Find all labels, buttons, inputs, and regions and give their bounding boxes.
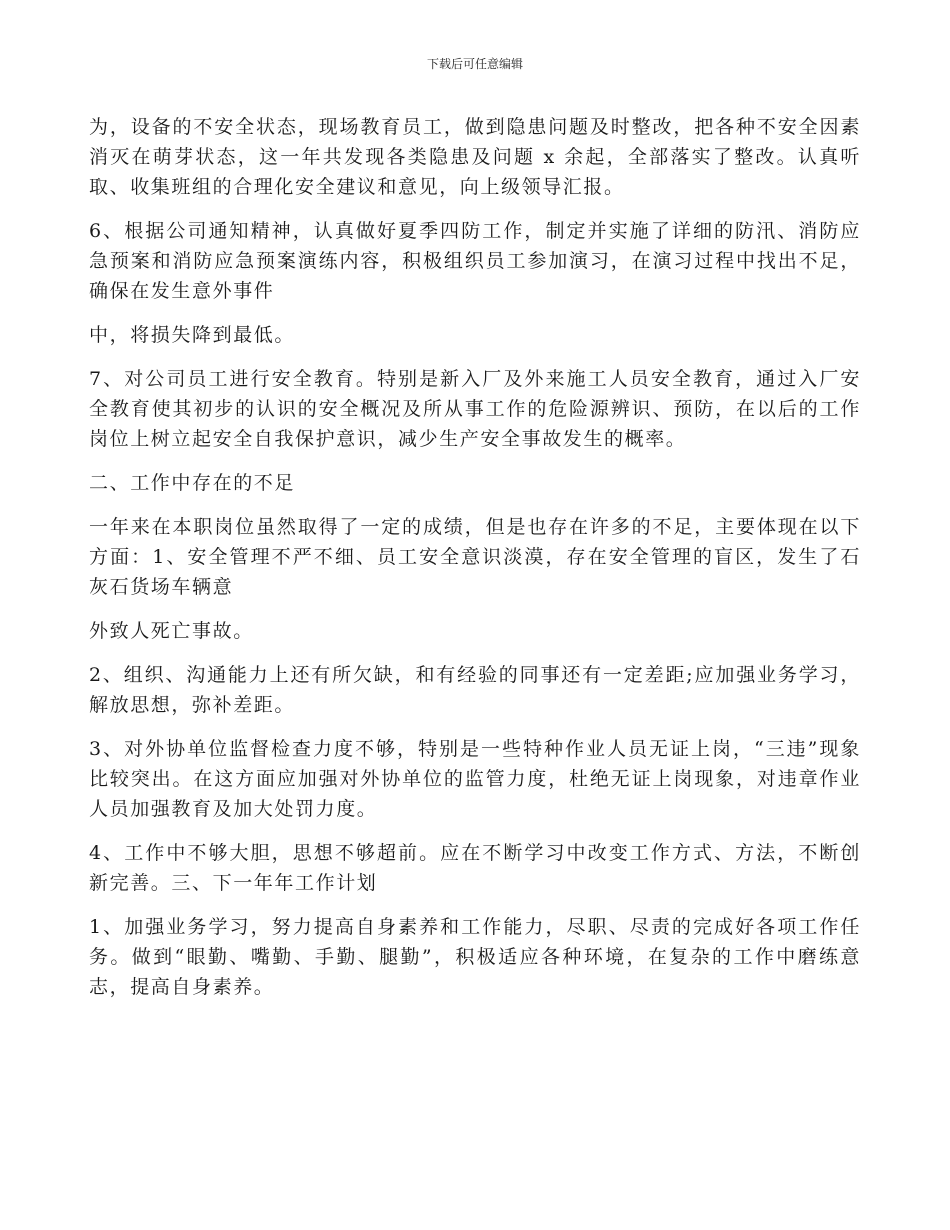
paragraph-shortcomings-intro: 一年来在本职岗位虽然取得了一定的成绩，但是也存在许多的不足，主要体现在以下方面：1、安全管理不严不细、员工安全意识淡漠，存在安全管理的盲区，发生了石灰石货场车辆意 bbox=[89, 516, 861, 598]
paragraph-item-7-safety-education: 7、对公司员工进行安全教育。特别是新入厂及外来施工人员安全教育，通过入厂安全教育使其初步的认识的安全概况及所从事工作的危险源辨识、预防，在以后的工作岗位上树立起安全自我保护意识，减少生产安全事故发生的概率。 bbox=[89, 368, 861, 450]
paragraph-shortcoming-3: 3、对外协单位监督检查力度不够，特别是一些特种作业人员无证上岗，“三违”现象比较突出。在这方面应加强对外协单位的监管力度，杜绝无证上岗现象，对违章作业人员加强教育及加大处罚力度。 bbox=[89, 738, 861, 820]
paragraph-item-6-continuation: 中，将损失降到最低。 bbox=[89, 324, 296, 346]
paragraph-shortcoming-2: 2、组织、沟通能力上还有所欠缺，和有经验的同事还有一定差距;应加强业务学习，解放思想，弥补差距。 bbox=[89, 664, 861, 716]
section-heading-shortcomings: 二、工作中存在的不足 bbox=[89, 472, 296, 494]
paragraph-plan-1: 1、加强业务学习，努力提高自身素养和工作能力，尽职、尽责的完成好各项工作任务。做到“眼勤、嘴勤、手勤、腿勤”，积极适应各种环境，在复杂的工作中磨练意志，提高自身素养。 bbox=[89, 916, 861, 998]
page-header: 下载后可任意编辑 bbox=[426, 57, 523, 71]
paragraph-item-6-summer-prevention: 6、根据公司通知精神，认真做好夏季四防工作，制定并实施了详细的防汛、消防应急预案和消防应急预案演练内容，积极组织员工参加演习，在演习过程中找出不足，确保在发生意外事件 bbox=[89, 220, 861, 302]
paragraph-shortcoming-4: 4、工作中不够大胆，思想不够超前。应在不断学习中改变工作方式、方法，不断创新完善。三、下一年年工作计划 bbox=[89, 842, 861, 894]
paragraph-hazard-rectification: 为，设备的不安全状态，现场教育员工，做到隐患问题及时整改，把各种不安全因素消灭在萌芽状态，这一年共发现各类隐患及问题 x 余起，全部落实了整改。认真听取、收集班组的合理化安全建议和意见，向上级领导汇报。 bbox=[89, 116, 861, 198]
document-body bbox=[89, 112, 861, 1016]
paragraph-shortcomings-continuation: 外致人死亡事故。 bbox=[89, 620, 254, 642]
